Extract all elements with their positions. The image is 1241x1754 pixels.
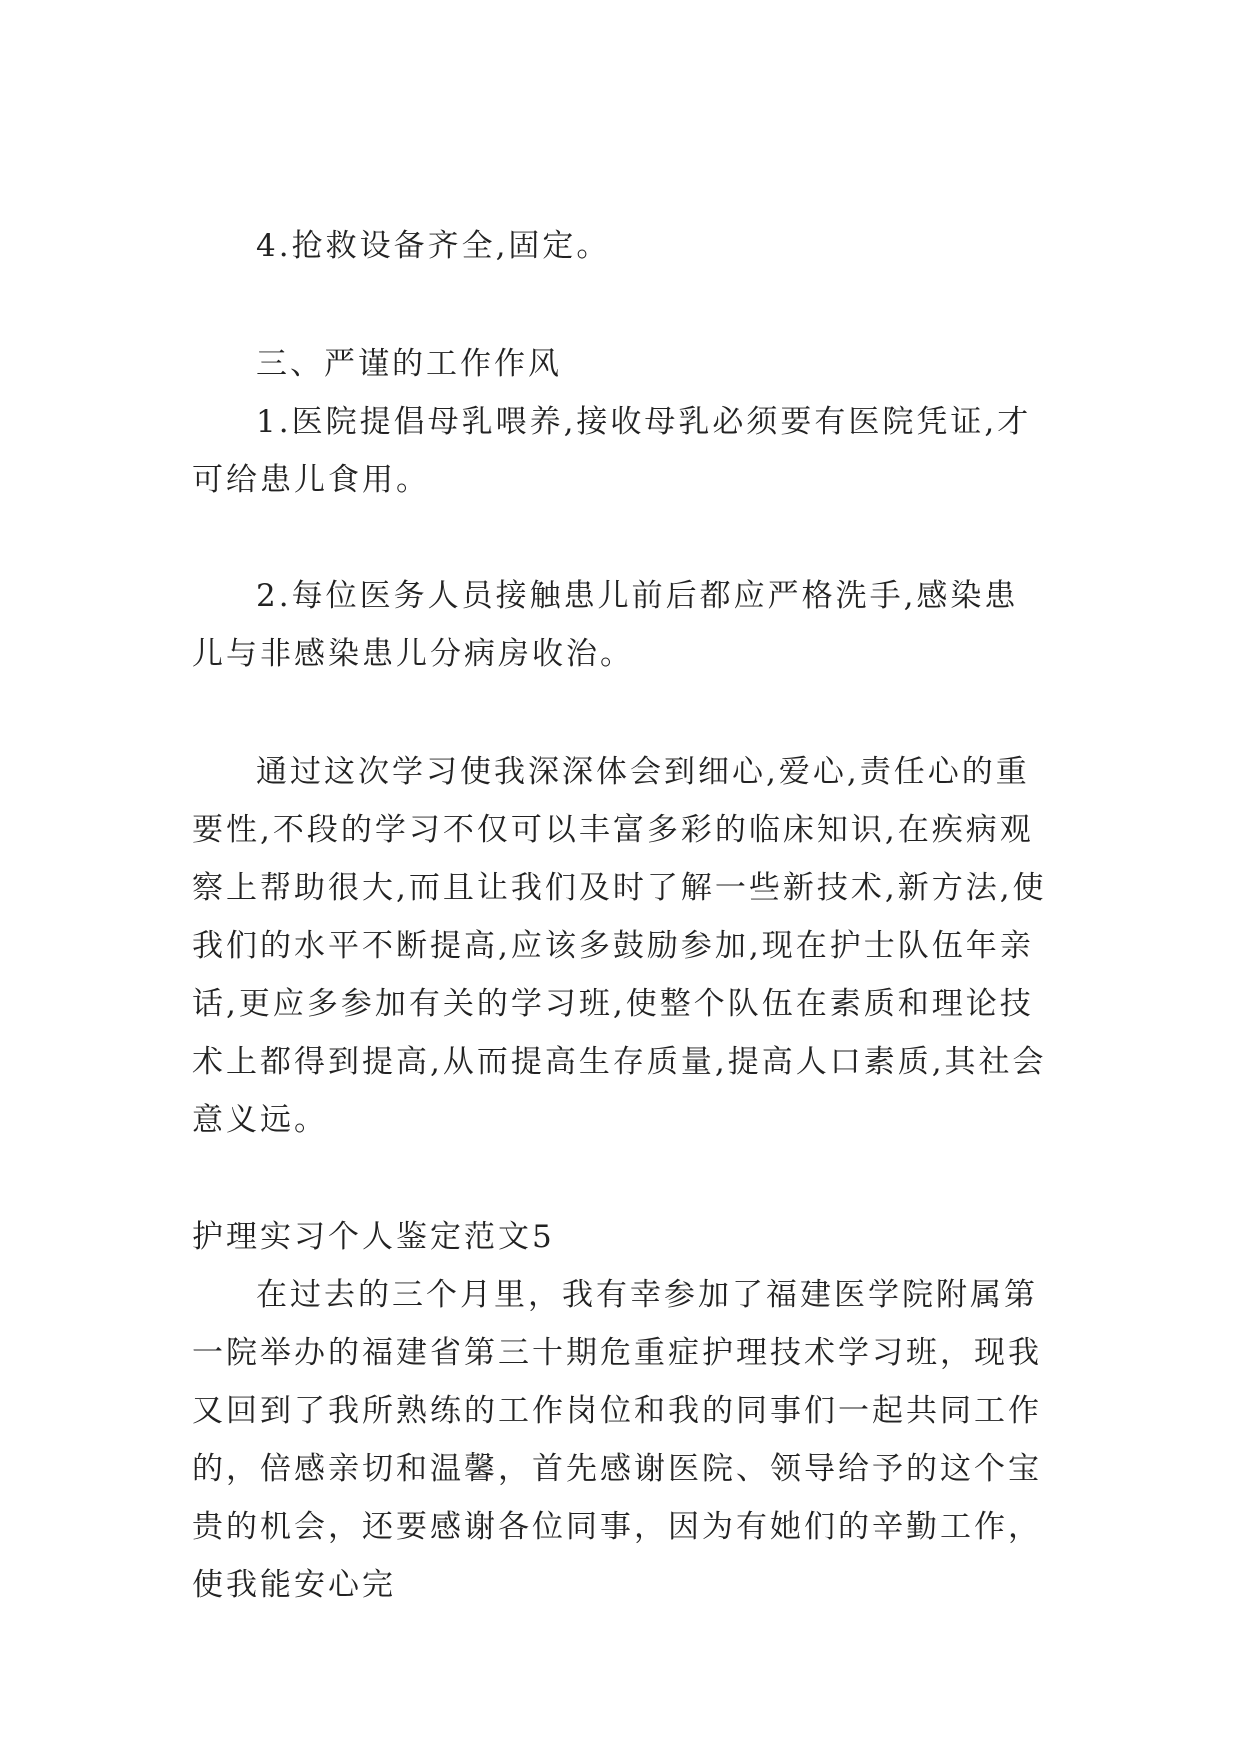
equipment-paragraph: 4.抢救设备齐全,固定。	[256, 228, 611, 264]
section-title: 护理实习个人鉴定范文5	[192, 1219, 555, 1255]
reflection-paragraph: 通过这次学习使我深深体会到细心,爱心,责任心的重要性,不段的学习不仅可以丰富多彩的临床知识,在疾病观察上帮助很大,而且让我们及时了解一些新技术,新方法,使我们的水平不断提高,应该多鼓励参加,现在护士队伍年亲话,更应多参加有关的学习班,使整个队伍在素质和理论技术上都得到提高,从而提高生存质量,提高人口素质,其社会意义远。	[192, 754, 1047, 1138]
handwashing-paragraph: 2.每位医务人员接触患儿前后都应严格洗手,感染患儿与非感染患儿分病房收治。	[192, 578, 1019, 672]
section-body-paragraph: 在过去的三个月里，我有幸参加了福建医学院附属第一院举办的福建省第三十期危重症护理技术学习班，现我又回到了我所熟练的工作岗位和我的同事们一起共同工作的，倍感亲切和温馨，首先感谢医院、领导给予的这个宝贵的机会，还要感谢各位同事，因为有她们的辛勤工作，使我能安心完	[192, 1277, 1042, 1603]
breastfeeding-paragraph: 1.医院提倡母乳喂养,接收母乳必须要有医院凭证,才可给患儿食用。	[192, 404, 1032, 498]
work-style-heading: 三、严谨的工作作风	[256, 346, 562, 382]
